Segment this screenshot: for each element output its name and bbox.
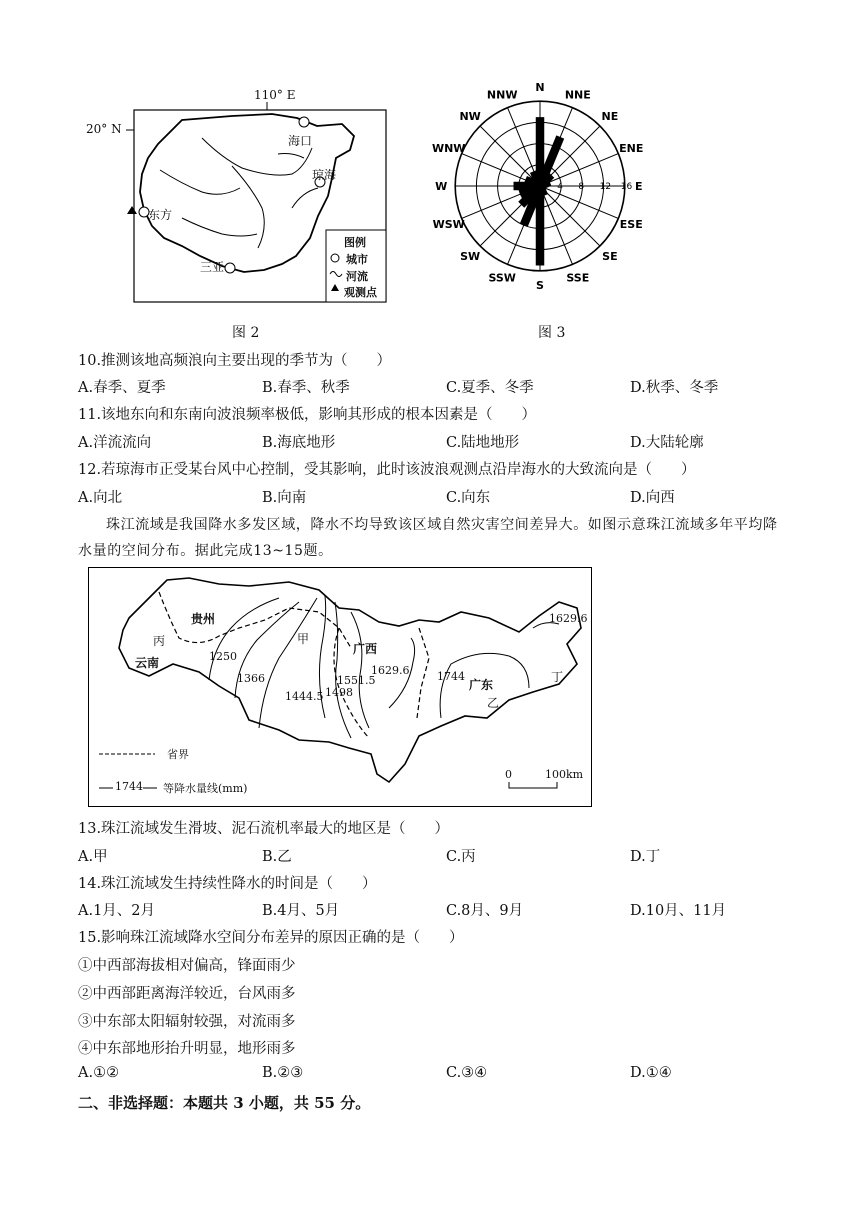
legend-city: 城市 — [346, 253, 368, 266]
zhujiang-rainfall-map — [88, 567, 592, 807]
q15-option-b[interactable]: B.②③ — [262, 1065, 304, 1081]
answer-option[interactable]: C.8月、9月 — [446, 903, 524, 919]
figure-2-caption: 图 2 — [232, 325, 260, 341]
rose-ring-label: 16 — [620, 182, 633, 192]
answer-option[interactable]: C.陆地地形 — [446, 435, 520, 451]
rose-direction-nnw: NNW — [486, 88, 518, 102]
lat-label: 20° N — [86, 122, 122, 136]
legend-isoline-value: 1744 — [115, 780, 143, 793]
passage-zhujiang: 珠江流域是我国降水多发区域，降水不均导致该区域自然灾害空间差异大。如图示意珠江流域多年平均降水量的空间分布。据此完成13~15题。 — [78, 517, 778, 559]
label-jia: 甲 — [297, 632, 310, 646]
isoline-1366: 1366 — [237, 672, 265, 685]
rose-direction-e: E — [635, 180, 643, 193]
answer-option[interactable]: A.1月、2月 — [78, 903, 156, 919]
city-qionghai: 琼海 — [312, 168, 337, 182]
rose-ring-label: 8 — [578, 182, 585, 192]
question-stem: 12.若琼海市正受某台风中心控制，受其影响，此时该波浪观测点沿岸海水的大致流向是（ ） — [78, 462, 696, 478]
answer-option[interactable]: D.向西 — [630, 490, 675, 506]
rose-ring-label: 12 — [599, 182, 612, 192]
rose-direction-wnw: WNW — [431, 142, 466, 156]
label-yunnan: 云南 — [135, 656, 160, 670]
rose-direction-sse: SSE — [566, 271, 590, 285]
city-dongfang: 东方 — [148, 208, 173, 222]
scale-zero: 0 — [505, 768, 512, 781]
answer-option[interactable]: D.丁 — [630, 849, 661, 865]
rose-direction-s: S — [536, 278, 544, 292]
legend-isoline-label: 等降水量线(mm) — [163, 782, 248, 795]
legend-river: 河流 — [346, 270, 368, 283]
answer-option[interactable]: B.乙 — [262, 849, 292, 865]
rose-spoke — [540, 186, 600, 246]
answer-option[interactable]: D.秋季、冬季 — [630, 380, 719, 396]
rose-direction-ene: ENE — [619, 142, 644, 156]
answer-option[interactable]: B.4月、5月 — [262, 903, 340, 919]
section-title: 二、非选择题：本题共 3 小题，共 55 分。 — [78, 1094, 371, 1112]
isoline-1629-b: 1629.6 — [549, 612, 588, 625]
label-ding: 丁 — [551, 670, 564, 684]
question-stem: 13.珠江流域发生滑坡、泥石流机率最大的地区是（ ） — [78, 821, 450, 837]
isoline-1498: 1498 — [325, 686, 353, 699]
label-guizhou: 贵州 — [191, 612, 216, 626]
city-sanya: 三亚 — [200, 260, 225, 274]
answer-option[interactable]: D.大陆轮廓 — [630, 435, 704, 451]
rose-direction-n: N — [535, 82, 545, 95]
answer-option[interactable]: B.向南 — [262, 490, 307, 506]
rose-direction-nw: NW — [459, 110, 481, 124]
q15-statement-2: ②中西部距离海洋较近，台风雨多 — [78, 986, 296, 1002]
legend-title: 图例 — [344, 236, 366, 249]
figure-2-hainan-map — [82, 88, 392, 306]
answer-option[interactable]: B.春季、秋季 — [262, 380, 350, 396]
rose-direction-sw: SW — [460, 249, 481, 263]
q15-option-a[interactable]: A.①② — [78, 1065, 120, 1081]
q15-statement-1: ①中西部海拔相对偏高，锋面雨少 — [78, 958, 296, 974]
rose-direction-ese: ESE — [619, 217, 643, 231]
q15-option-d[interactable]: D.①④ — [630, 1065, 672, 1081]
label-guangxi: 广西 — [353, 642, 378, 656]
question-stem: 14.珠江流域发生持续性降水的时间是（ ） — [78, 876, 377, 892]
q15-statement-3: ③中东部太阳辐射较强，对流雨多 — [78, 1014, 296, 1030]
figure-3-caption: 图 3 — [538, 325, 566, 341]
question-stem: 11.该地东向和东南向波浪频率极低，影响其形成的根本因素是（ ） — [78, 407, 537, 423]
answer-option[interactable]: A.洋流流向 — [78, 435, 152, 451]
isoline-1744: 1744 — [437, 670, 465, 683]
question-15-stem: 15.影响珠江流域降水空间分布差异的原因正确的是（ ） — [78, 930, 464, 946]
rose-spoke — [480, 126, 540, 186]
rose-direction-w: W — [435, 180, 448, 193]
answer-option[interactable]: A.春季、夏季 — [78, 380, 166, 396]
answer-option[interactable]: C.丙 — [446, 849, 476, 865]
answer-option[interactable]: B.海底地形 — [262, 435, 336, 451]
label-yi: 乙 — [487, 696, 500, 710]
q15-statement-4: ④中东部地形抬升明显，地形雨多 — [78, 1041, 296, 1057]
rose-ring-label: 4 — [557, 182, 563, 192]
rose-direction-nne: NNE — [564, 88, 591, 102]
answer-option[interactable]: C.夏季、冬季 — [446, 380, 534, 396]
isoline-1444: 1444.5 — [285, 690, 324, 703]
isoline-1551: 1551.5 — [337, 674, 376, 687]
answer-option[interactable]: A.向北 — [78, 490, 123, 506]
legend-observation-point: 观测点 — [344, 286, 377, 299]
label-bing: 丙 — [153, 634, 166, 648]
question-stem: 10.推测该地高频浪向主要出现的季节为（ ） — [78, 353, 392, 369]
rose-direction-se: SE — [602, 249, 618, 263]
figure-3-wave-rose — [414, 82, 674, 302]
q15-option-c[interactable]: C.③④ — [446, 1065, 488, 1081]
city-haikou: 海口 — [288, 134, 313, 148]
isoline-1629-a: 1629.6 — [371, 664, 410, 677]
scale-label: 100km — [545, 768, 584, 781]
answer-option[interactable]: C.向东 — [446, 490, 491, 506]
answer-option[interactable]: D.10月、11月 — [630, 903, 727, 919]
rose-direction-ne: NE — [601, 110, 619, 124]
label-guangdong: 广东 — [469, 678, 494, 692]
rose-direction-wsw: WSW — [432, 217, 465, 231]
lon-label: 110° E — [254, 88, 296, 102]
rose-direction-ssw: SSW — [488, 271, 516, 285]
answer-option[interactable]: A.甲 — [78, 849, 108, 865]
isoline-1250: 1250 — [209, 650, 237, 663]
legend-province-border: 省界 — [167, 748, 189, 761]
